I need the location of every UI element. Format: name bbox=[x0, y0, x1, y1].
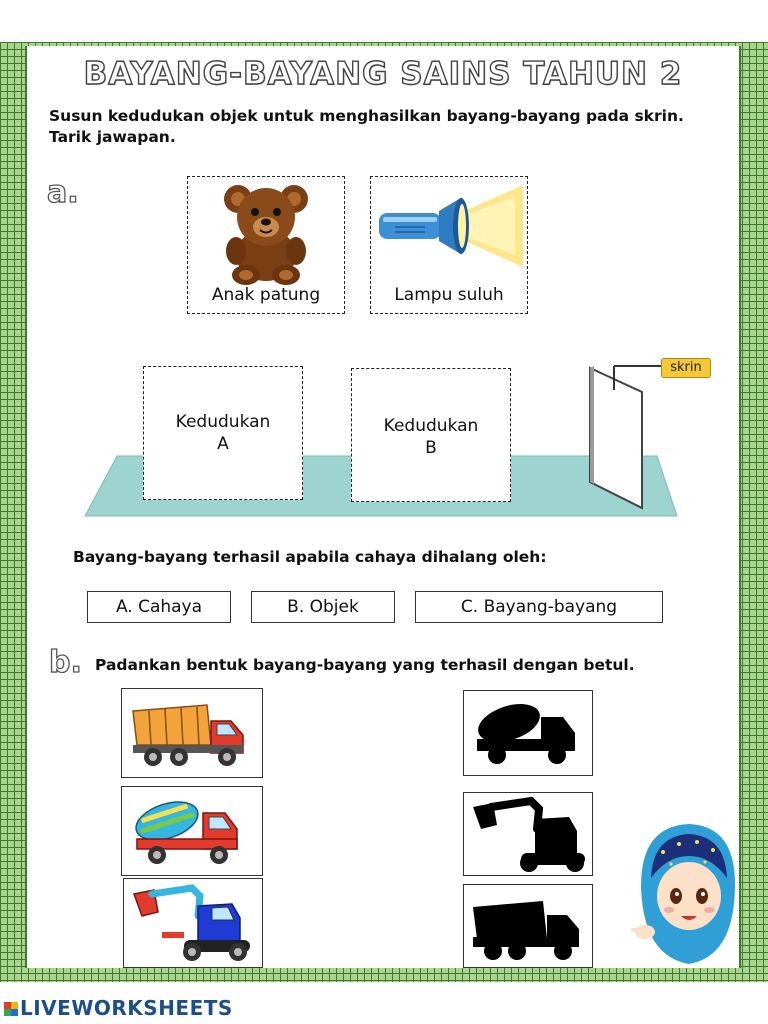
instruction-text bbox=[49, 106, 719, 148]
question-text: Bayang-bayang terhasil apabila cahaya dihalang oleh: bbox=[73, 548, 547, 566]
flashlight-icon bbox=[375, 181, 525, 271]
silhouette-dump-truck[interactable] bbox=[463, 884, 593, 968]
instruction-line-2: Tarik jawapan. bbox=[49, 128, 176, 146]
worksheet-sheet bbox=[25, 46, 741, 968]
screen-board bbox=[582, 362, 662, 512]
option-cahaya[interactable]: A. Cahaya bbox=[87, 591, 231, 623]
card-teddy-bear[interactable] bbox=[187, 176, 345, 314]
brand-footer bbox=[4, 996, 233, 1020]
excavator-silhouette bbox=[469, 797, 589, 873]
position-b-line2: B bbox=[425, 438, 437, 458]
option-bayang-bayang[interactable]: C. Bayang-bayang bbox=[415, 591, 663, 623]
teddy-bear-icon bbox=[216, 179, 316, 285]
position-slot-a[interactable] bbox=[143, 366, 303, 500]
position-a-line2: A bbox=[217, 434, 229, 454]
cement-mixer-truck-icon bbox=[127, 791, 257, 871]
position-b-label bbox=[352, 415, 510, 459]
position-a-label bbox=[144, 411, 302, 455]
excavator-icon bbox=[128, 882, 258, 964]
dump-truck-icon bbox=[127, 693, 257, 773]
silhouette-cement-mixer[interactable] bbox=[463, 690, 593, 776]
cement-mixer-silhouette bbox=[469, 695, 589, 771]
part-b-marker: b. bbox=[49, 645, 82, 680]
image-excavator[interactable] bbox=[123, 878, 263, 968]
image-cement-mixer[interactable] bbox=[121, 786, 263, 876]
brand-name: LIVEWORKSHEETS bbox=[20, 996, 233, 1020]
dump-truck-silhouette bbox=[469, 889, 589, 965]
silhouette-excavator[interactable] bbox=[463, 792, 593, 876]
position-slot-b[interactable] bbox=[351, 368, 511, 502]
part-a-marker: a. bbox=[47, 175, 79, 210]
part-b-instruction: Padankan bentuk bayang-bayang yang terhasil dengan betul. bbox=[95, 656, 635, 674]
position-a-line1: Kedudukan bbox=[175, 412, 271, 432]
image-dump-truck[interactable] bbox=[121, 688, 263, 778]
worksheet-title: BAYANG-BAYANG SAINS TAHUN 2 bbox=[83, 56, 683, 92]
brand-logo-icon bbox=[4, 1002, 18, 1016]
card-label-teddy: Anak patung bbox=[211, 285, 321, 305]
mascot-girl-icon bbox=[631, 816, 741, 966]
instruction-line-1: Susun kedudukan objek untuk menghasilkan bayang-bayang pada skrin. bbox=[49, 107, 684, 125]
card-flashlight[interactable] bbox=[370, 176, 528, 314]
position-b-line1: Kedudukan bbox=[383, 416, 479, 436]
option-objek[interactable]: B. Objek bbox=[251, 591, 395, 623]
screen-label: skrin bbox=[661, 358, 711, 378]
card-label-flashlight: Lampu suluh bbox=[394, 285, 504, 305]
